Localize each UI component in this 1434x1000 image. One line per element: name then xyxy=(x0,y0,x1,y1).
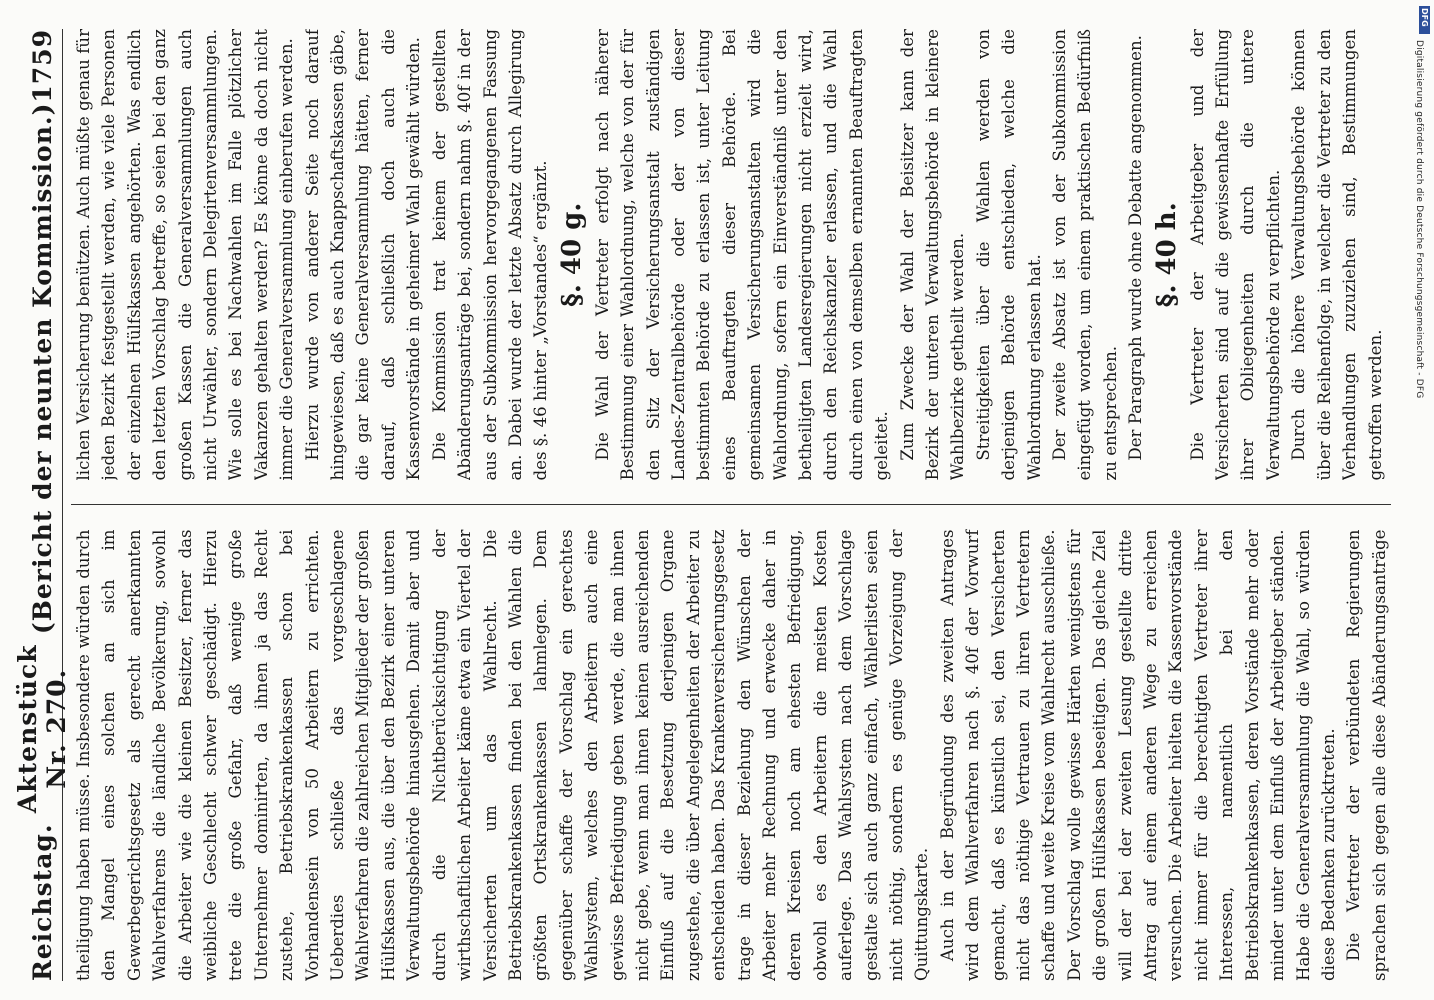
right-column xyxy=(71,29,1391,481)
paragraph: theiligung haben müsse. Insbesondere würden durch den Mangel eines solchen an sich im Gewerbegerichtsgesetz als gerecht anerkannten Wahlverfahrens die ländliche Bevölkerung, sowohl die Arbeiter wie die kleinen Besitzer, ferner das weibliche Geschlecht schwer geschädigt. Hierzu trete die große Gefahr, daß wenige große Unternehmer dominirten, da ihnen ja das Recht zustehe, Betriebskrankenkassen schon bei Vorhandensein von 50 Arbeitern zu errichten. Ueberdies schließe das vorgeschlagene Wahlverfahren die zahlreichen Mitglieder der großen Hülfskassen aus, die über den Bezirk einer unteren Verwaltungsbehörde hinausgehen. Damit aber und durch die Nichtberücksichtigung der wirthschaftlichen Arbeiter käme etwa ein Viertel der Versicherten um das Wahlrecht. Die Betriebskrankenkassen finden bei den Wahlen die größten Ortskrankenkassen lahmlegen. Dem gegenüber schaffe der Vorschlag ein gerechtes Wahlsystem, welches den Arbeitern auch eine gewisse Befriedigung geben werde, die man ihnen nicht gebe, wenn man ihnen keinen ausreichenden Einfluß auf die Besetzung derjenigen Organe zugestehe, die über Angelegenheiten der Arbeiter zu entscheiden haben. Das Krankenversicherungsgesetz trage in dieser Beziehung den Wünschen der Arbeiter mehr Rechnung und erwecke daher in deren Kreisen noch am ehesten Befriedigung, obwohl es den Arbeitern die meisten Kosten auferlege. Das Wahlsystem nach dem Vorschlage gestalte sich auch ganz einfach, Wählerlisten seien nicht nöthig, sondern es genüge Vorzeigung der Quittungskarte. xyxy=(74,529,932,981)
paragraph: Auch in der Begründung des zweiten Antrages wird dem Wahlverfahren nach §. 40f der Vorwurf gemacht, daß es künstlich sei, den Versicherten nicht das nöthige Vertrauen zu ihren Vertretern schaffe und weite Kreise vom Wahlrecht ausschließe. Der Vorschlag wolle gewisse Härten wenigstens für die großen Hülfskassen beseitigen. Das gleiche Ziel will der bei der zweiten Lesung gestellte dritte Antrag auf einem anderen Wege zu erreichen versuchen. Die Arbeiter hielten die Kassenvorstände nicht immer für die berechtigten Vertreter ihrer Interessen, namentlich bei den Betriebskrankenkassen, deren Vorstände mehr oder minder unter dem Einfluß der Arbeitgeber ständen. Habe die Generalversammlung die Wahl, so würden diese Bedenken zurücktreten. xyxy=(937,529,1338,981)
paragraph: lichen Versicherung benützen. Auch müßte genau für jeden Bezirk festgestellt werden, wie viele Personen der einzelnen Hülfskassen angehörten. Was endlich den letzten Vorschlag betreffe, so seien bei den ganz großen Kassen die Generalversammlungen auch nicht Urwähler, sondern Delegirtenversammlungen. Wie solle es bei Nachwahlen im Falle plötzlicher Vakanzen gehalten werden? Es könne da doch nicht immer die Generalversammlung einberufen werden. xyxy=(74,29,297,481)
paragraph: Die Vertreter der verbündeten Regierungen sprachen sich gegen alle diese Abänderungsanträge xyxy=(1344,529,1389,981)
column-divider xyxy=(71,505,1391,506)
paragraph: Zum Zwecke der Wahl der Beisitzer kann der Bezirk der unteren Verwaltungsbehörde in kleinere Wahlbezirke getheilt werden. xyxy=(897,29,968,481)
paragraph: Der Paragraph wurde ohne Debatte angenommen. xyxy=(1126,35,1146,461)
header-left: Reichstag. xyxy=(27,823,57,981)
text-columns xyxy=(71,29,1391,981)
paragraph: Die Vertreter der Arbeitgeber und der Versicherten sind auf die gewissenhafte Erfüllung ihrer Obliegenheiten durch die untere Verwaltungsbehörde zu verpflichten. xyxy=(1187,29,1283,481)
paragraph: Streitigkeiten über die Wahlen werden von derjenigen Behörde entschieden, welche die Wahlordnung erlassen hat. xyxy=(973,29,1044,481)
paragraph: Die Kommission trat keinem der gestellten Abänderungsanträge bei, sondern nahm §. 40f in der aus der Subkommission hervorgegangenen Fassung an. Dabei wurde der letzte Absatz durch Allegirung des §. 46 hinter „Vorstandes“ ergänzt. xyxy=(429,29,551,481)
digitization-credit: Digitalisierung gefördert durch die Deutsche Forschungsgemeinschaft - DFG xyxy=(1414,40,1424,399)
page-number: 1759 xyxy=(27,29,57,103)
left-column xyxy=(71,530,1391,982)
paragraph xyxy=(1388,29,1391,481)
dfg-logo-text: DFG xyxy=(1420,8,1429,27)
paragraph: Der zweite Absatz ist von der Subkommission eingefügt worden, um einem praktischen Bedürfniß zu entsprechen. xyxy=(1050,29,1120,481)
section-heading: §. 40 h. xyxy=(1151,202,1182,308)
header-center: Aktenstück Nr. 270. xyxy=(13,644,71,814)
header-right: (Bericht der neunten Kommission.) xyxy=(27,102,57,635)
page-header xyxy=(13,29,71,981)
section-heading: §. 40 g. xyxy=(556,202,587,307)
paragraph: Die Wahl der Vertreter erfolgt nach näherer Bestimmung einer Wahlordnung, welche von der für den Sitz der Versicherungsanstalt zuständigen Landes-Zentralbehörde oder der von dieser bestimmten Behörde zu erlassen ist, unter Leitung eines Beauftragten dieser Behörde. Bei gemeinsamen Versicherungsanstalten wird die Wahlordnung, sofern ein Einverständniß unter den betheiligten Landesregierungen nicht erzielt wird, durch den Reichskanzler erlassen, und die Wahl durch einen von demselben ernannten Beauftragten geleitet. xyxy=(592,29,892,481)
document-page xyxy=(12,15,1412,995)
paragraph: Durch die höhere Verwaltungsbehörde können über die Reihenfolge, in welcher die Vertreter zu den Verhandlungen zuzuziehen sind, Bestimmungen getroffen werden. xyxy=(1289,29,1385,481)
dfg-logo xyxy=(1419,6,1430,34)
paragraph: Hierzu wurde von anderer Seite noch darauf hingewiesen, daß es auch Knappschaftskassen gäbe, die gar keine Generalversammlung hätten, ferner darauf, daß schließlich doch auch die Kassenvorstände in geheimer Wahl gewählt würden. xyxy=(302,29,424,481)
